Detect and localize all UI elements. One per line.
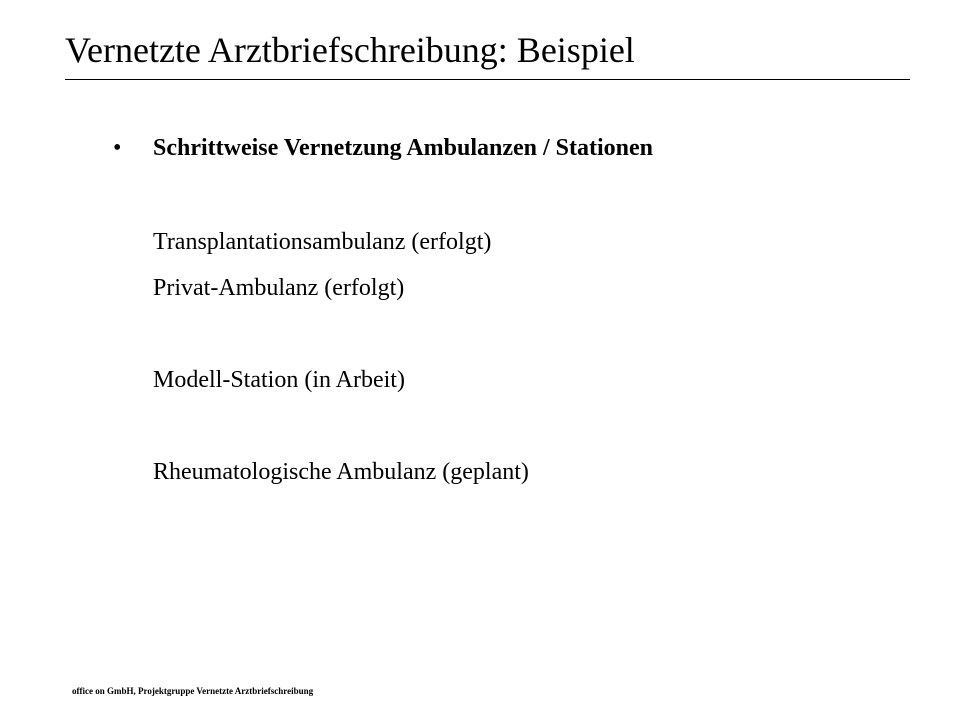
list-item-transplantationsambulanz: Transplantationsambulanz (erfolgt)	[153, 229, 492, 255]
bullet-point	[113, 130, 653, 166]
bullet-heading: Schrittweise Vernetzung Ambulanzen / Stationen	[153, 134, 654, 161]
list-item-rheumatologische-ambulanz: Rheumatologische Ambulanz (geplant)	[153, 459, 529, 485]
title-divider	[65, 79, 910, 80]
list-item-privat-ambulanz: Privat-Ambulanz (erfolgt)	[153, 275, 405, 301]
bullet-icon: •	[113, 134, 122, 161]
footer-text: office on GmbH, Projektgruppe Vernetzte Arztbriefschreibung	[72, 686, 314, 696]
slide-title: Vernetzte Arztbriefschreibung: Beispiel	[65, 30, 635, 70]
list-item-modell-station: Modell-Station (in Arbeit)	[153, 367, 405, 393]
